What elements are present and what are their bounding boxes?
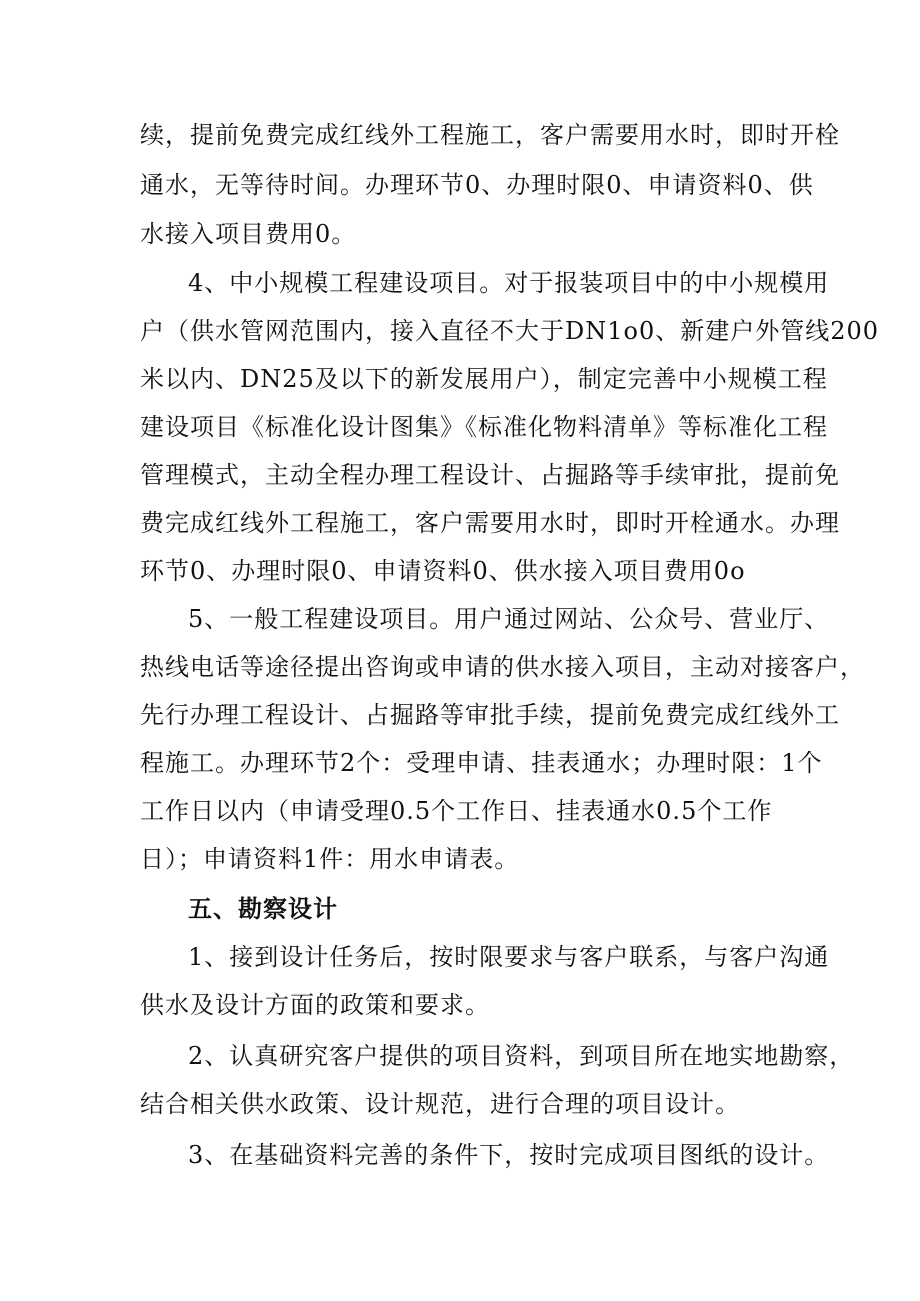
line-text: 程施工。办理环节2个：受理申请、挂表通水；办理时限：1个 bbox=[140, 749, 823, 777]
line-text: 户（供水管网范围内，接入直径不大于DN1o0、新建户外管线200 bbox=[140, 317, 880, 345]
text-line bbox=[0, 307, 920, 355]
line-text: 5、一般工程建设项目。用户通过网站、公众号、营业厅、 bbox=[188, 605, 830, 633]
line-text: 管理模式，主动全程办理工程设计、占掘路等手续审批，提前免 bbox=[140, 461, 840, 489]
text-line bbox=[0, 1080, 920, 1128]
line-text: 结合相关供水政策、设计规范，进行合理的项目设计。 bbox=[140, 1090, 740, 1118]
text-line bbox=[0, 259, 920, 307]
line-text: 日）；申请资料1件：用水申请表。 bbox=[140, 845, 520, 873]
text-line bbox=[0, 981, 920, 1029]
line-text: 4、中小规模工程建设项目。对于报装项目中的中小规模用 bbox=[188, 269, 830, 297]
text-line bbox=[0, 835, 920, 883]
text-line bbox=[0, 499, 920, 547]
text-line bbox=[0, 643, 920, 691]
text-line bbox=[0, 210, 920, 258]
line-text: 建设项目《标准化设计图集》《标准化物料清单》等标准化工程 bbox=[140, 413, 828, 441]
line-text: 2、认真研究客户提供的项目资料，到项目所在地实地勘察， bbox=[188, 1042, 855, 1070]
text-line bbox=[0, 1032, 920, 1080]
line-text: 先行办理工程设计、占掘路等审批手续，提前免费完成红线外工 bbox=[140, 701, 840, 729]
text-line bbox=[0, 691, 920, 739]
line-text: 工作日以内（申请受理0.5个工作日、挂表通水0.5个工作 bbox=[140, 797, 773, 825]
text-line bbox=[0, 739, 920, 787]
text-line bbox=[0, 403, 920, 451]
line-text: 环节0、办理时限0、申请资料0、供水接入项目费用0o bbox=[140, 557, 746, 585]
line-text: 1、接到设计任务后，按时限要求与客户联系，与客户沟通 bbox=[188, 943, 830, 971]
text-line bbox=[0, 547, 920, 595]
text-line bbox=[0, 161, 920, 209]
line-text: 3、在基础资料完善的条件下，按时完成项目图纸的设计。 bbox=[188, 1141, 830, 1169]
section-heading bbox=[0, 885, 920, 933]
text-line bbox=[0, 451, 920, 499]
section-heading-text: 五、勘察设计 bbox=[188, 894, 338, 923]
line-text: 通水，无等待时间。办理环节0、办理时限0、申请资料0、供 bbox=[140, 171, 814, 199]
line-text: 续，提前免费完成红线外工程施工，客户需要用水时，即时开栓 bbox=[140, 121, 840, 149]
line-text: 水接入项目费用0。 bbox=[140, 220, 357, 248]
line-text: 米以内、DN25及以下的新发展用户），制定完善中小规模工程 bbox=[140, 365, 828, 393]
line-text: 供水及设计方面的政策和要求。 bbox=[140, 991, 490, 1019]
text-line bbox=[0, 933, 920, 981]
text-line bbox=[0, 595, 920, 643]
text-line bbox=[0, 355, 920, 403]
line-text: 热线电话等途径提出咨询或申请的供水接入项目，主动对接客户， bbox=[140, 653, 865, 681]
line-text: 费完成红线外工程施工，客户需要用水时，即时开栓通水。办理 bbox=[140, 509, 840, 537]
text-line bbox=[0, 111, 920, 159]
text-line bbox=[0, 1131, 920, 1179]
text-line bbox=[0, 787, 920, 835]
